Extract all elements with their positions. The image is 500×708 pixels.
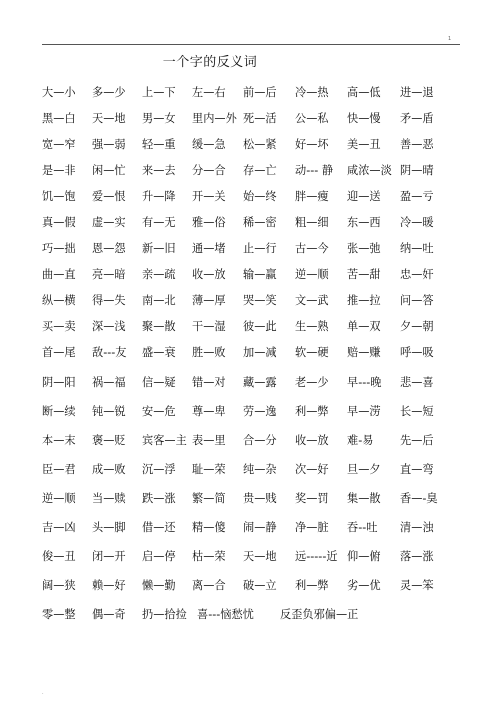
antonym-pair: 南—北	[142, 294, 176, 307]
antonym-pair: 敌---友	[92, 346, 127, 359]
antonym-pair: 早—涝	[347, 405, 381, 418]
antonym-pair: 安—危	[142, 405, 176, 418]
antonym-pair: 灵—笨	[400, 579, 434, 592]
antonym-pair: 矛—盾	[400, 112, 434, 125]
antonym-pair: 始—终	[243, 190, 277, 203]
antonym-pair: 问—答	[400, 294, 434, 307]
antonym-pair: 恩—怨	[92, 242, 126, 255]
antonym-pair: 繁—简	[192, 492, 226, 505]
antonym-pair: 输—赢	[243, 268, 277, 281]
antonym-pair: 吉—凶	[42, 521, 76, 534]
antonym-pair: 劳—逸	[243, 405, 277, 418]
antonym-pair: 闭—开	[92, 550, 126, 563]
antonym-pair: 得—失	[92, 294, 126, 307]
antonym-pair: 错—对	[192, 376, 226, 389]
antonym-pair: 天—地	[243, 550, 277, 563]
antonym-pair: 夕—朝	[400, 320, 434, 333]
antonym-pair: 精—傻	[192, 521, 226, 534]
antonym-pair: 咸浓—淡	[347, 164, 392, 177]
antonym-pair: 东—西	[347, 216, 381, 229]
antonym-pair: 天—地	[92, 112, 126, 125]
antonym-pair: 动--- 静	[295, 164, 334, 177]
antonym-pair: 来—去	[142, 164, 176, 177]
antonym-pair: 文—武	[295, 294, 329, 307]
antonym-pair: 收—放	[295, 434, 329, 447]
antonym-pair: 首—尾	[42, 346, 76, 359]
antonym-pair: 阔—狭	[42, 579, 76, 592]
antonym-pair: 黑—白	[42, 112, 76, 125]
antonym-pair: 沉—浮	[142, 463, 176, 476]
antonym-pair: 加—减	[243, 346, 277, 359]
antonym-pair: 冷—热	[295, 86, 329, 99]
antonym-pair: 先—后	[400, 434, 434, 447]
antonym-pair: 离—合	[192, 579, 226, 592]
antonym-pair: 是—非	[42, 164, 76, 177]
antonym-pair: 张—弛	[347, 242, 381, 255]
antonym-pair: 冷—暖	[400, 216, 434, 229]
antonym-pair: 单—双	[347, 320, 381, 333]
antonym-pair: 净—脏	[295, 521, 329, 534]
antonym-pair: 胜—败	[192, 346, 226, 359]
antonym-pair: 懒—勤	[142, 579, 176, 592]
antonym-pair: 止—行	[243, 242, 277, 255]
antonym-pair: 远-----近	[295, 550, 338, 563]
antonym-pair: 表—里	[192, 434, 226, 447]
antonym-pair: 盈—亏	[400, 190, 434, 203]
antonym-pair: 早---晚	[347, 376, 382, 389]
antonym-pair: 升—降	[142, 190, 176, 203]
antonym-pair: 褒—贬	[92, 434, 126, 447]
antonym-pair: 分—合	[192, 164, 226, 177]
antonym-pair: 悲—喜	[400, 376, 434, 389]
antonym-pair: 俊—丑	[42, 550, 76, 563]
antonym-pair: 美—丑	[347, 138, 381, 151]
antonym-pair: 干—湿	[192, 320, 226, 333]
antonym-pair: 通—堵	[192, 242, 226, 255]
antonym-pair: 难-易	[347, 434, 374, 447]
antonym-pair: 前—后	[243, 86, 277, 99]
antonym-pair: 迎—送	[347, 190, 381, 203]
antonym-pair: 清—浊	[400, 521, 434, 534]
antonym-pair: 推—拉	[347, 294, 381, 307]
antonym-pair: 破—立	[243, 579, 277, 592]
antonym-pair: 阴—晴	[400, 164, 434, 177]
antonym-pair: 苦—甜	[347, 268, 381, 281]
antonym-pair: 曲—直	[42, 268, 76, 281]
antonym-pair: 松—紧	[243, 138, 277, 151]
antonym-pair: 当—赎	[92, 492, 126, 505]
antonym-pair: 阴—阳	[42, 376, 76, 389]
antonym-pair: 次—好	[295, 463, 329, 476]
antonym-pair: 聚—散	[142, 320, 176, 333]
antonym-pair: 藏—露	[243, 376, 277, 389]
antonym-pair: 赔—赚	[347, 346, 381, 359]
antonym-pair: 香—-臭	[400, 492, 438, 505]
antonym-pair: 盛—衰	[142, 346, 176, 359]
antonym-pair: 借—还	[142, 521, 176, 534]
page-number: 1	[448, 36, 452, 42]
antonym-pair: 枯—荣	[192, 550, 226, 563]
antonym-pair: 有—无	[142, 216, 176, 229]
antonym-pair: 饥—饱	[42, 190, 76, 203]
antonym-pair: 跌—涨	[142, 492, 176, 505]
antonym-pair: 亮—暗	[92, 268, 126, 281]
antonym-pair: 宽—窄	[42, 138, 76, 151]
antonym-pair: 零—整	[42, 608, 76, 621]
antonym-pair: 里内—外	[192, 112, 237, 125]
antonym-pair: 强—弱	[92, 138, 126, 151]
antonym-pair: 粗—细	[295, 216, 329, 229]
antonym-pair: 轻—重	[142, 138, 176, 151]
antonym-pair: 男—女	[142, 112, 176, 125]
antonym-pair: 虚—实	[92, 216, 126, 229]
antonym-pair: 深—浅	[92, 320, 126, 333]
antonym-pair: 吞--吐	[347, 521, 378, 534]
antonym-pair: 贵—贱	[243, 492, 277, 505]
antonym-pair: 断—续	[42, 405, 76, 418]
antonym-pair: 雅—俗	[192, 216, 226, 229]
antonym-pair: 信—疑	[142, 376, 176, 389]
antonym-pair: 纳—吐	[400, 242, 434, 255]
antonym-pair: 高—低	[347, 86, 381, 99]
antonym-pair: 存—亡	[243, 164, 277, 177]
antonym-pair: 多—少	[92, 86, 126, 99]
antonym-pair: 长—短	[400, 405, 434, 418]
antonym-pair: 死—活	[243, 112, 277, 125]
antonym-pair: 尊—卑	[192, 405, 226, 418]
antonym-pair: 善—恶	[400, 138, 434, 151]
antonym-pair: 老—少	[295, 376, 329, 389]
antonym-pair: 好—坏	[295, 138, 329, 151]
antonym-pair: 亲—疏	[142, 268, 176, 281]
page-title: 一个字的反义词	[162, 55, 258, 70]
antonym-pair: 胖—瘦	[295, 190, 329, 203]
antonym-pair: 偶—奇	[92, 608, 126, 621]
antonym-pair: 左—右	[192, 86, 226, 99]
antonym-pair: 纯—杂	[243, 463, 277, 476]
antonym-pair: 奖—罚	[295, 492, 329, 505]
antonym-pair: 新—旧	[142, 242, 176, 255]
antonym-pair: 公—私	[295, 112, 329, 125]
antonym-pair: 合—分	[243, 434, 277, 447]
antonym-pair: 本—末	[42, 434, 76, 447]
antonym-pair: 忠—奸	[400, 268, 434, 281]
antonym-pair: 闲—忙	[92, 164, 126, 177]
antonym-pair: 仰—俯	[347, 550, 381, 563]
antonym-pair: 彼—此	[243, 320, 277, 333]
antonym-pair: 宾客—主	[142, 434, 187, 447]
antonym-pair: 耻—荣	[192, 463, 226, 476]
antonym-pair: 喜---恼愁忧	[197, 608, 254, 621]
antonym-pair: 巧—拙	[42, 242, 76, 255]
antonym-pair: 进—退	[400, 86, 434, 99]
antonym-pair: 大—小	[42, 86, 76, 99]
antonym-pair: 稀—密	[243, 216, 277, 229]
antonym-pair: 呼—吸	[400, 346, 434, 359]
antonym-pair: 逆—顺	[295, 268, 329, 281]
antonym-pair: 上—下	[142, 86, 176, 99]
antonym-pair: 生—熟	[295, 320, 329, 333]
antonym-pair: 软—硬	[295, 346, 329, 359]
antonym-pair: 利—弊	[295, 579, 329, 592]
antonym-pair: 钝—锐	[92, 405, 126, 418]
antonym-pair: 古—今	[295, 242, 329, 255]
antonym-pair: 祸—福	[92, 376, 126, 389]
header-rule	[42, 44, 460, 45]
antonym-pair: 逆—顺	[42, 492, 76, 505]
antonym-pair: 闹—静	[243, 521, 277, 534]
antonym-pair: 利—弊	[295, 405, 329, 418]
antonym-pair: 哭—笑	[243, 294, 277, 307]
antonym-pair: 启—停	[142, 550, 176, 563]
antonym-pair: 爱—恨	[92, 190, 126, 203]
antonym-pair: 收—放	[192, 268, 226, 281]
antonym-pair: 头—脚	[92, 521, 126, 534]
antonym-pair: 真—假	[42, 216, 76, 229]
antonym-pair: 开—关	[192, 190, 226, 203]
antonym-pair: 劣—优	[347, 579, 381, 592]
antonym-pair: 旦—夕	[347, 463, 381, 476]
antonym-pair: 成—败	[92, 463, 126, 476]
antonym-pair: 反歪负邪偏—正	[280, 608, 359, 621]
antonym-pair: 纵—横	[42, 294, 76, 307]
antonym-pair: 赖—好	[92, 579, 126, 592]
antonym-pair: 落—涨	[400, 550, 434, 563]
antonym-pair: 买—卖	[42, 320, 76, 333]
antonym-pair: 直—弯	[400, 463, 434, 476]
footer-mark: .	[42, 690, 44, 696]
antonym-pair: 扔—拾捡	[142, 608, 187, 621]
antonym-pair: 快—慢	[347, 112, 381, 125]
antonym-pair: 薄—厚	[192, 294, 226, 307]
antonym-pair: 臣—君	[42, 463, 76, 476]
antonym-pair: 集—散	[347, 492, 381, 505]
antonym-pair: 缓—急	[192, 138, 226, 151]
